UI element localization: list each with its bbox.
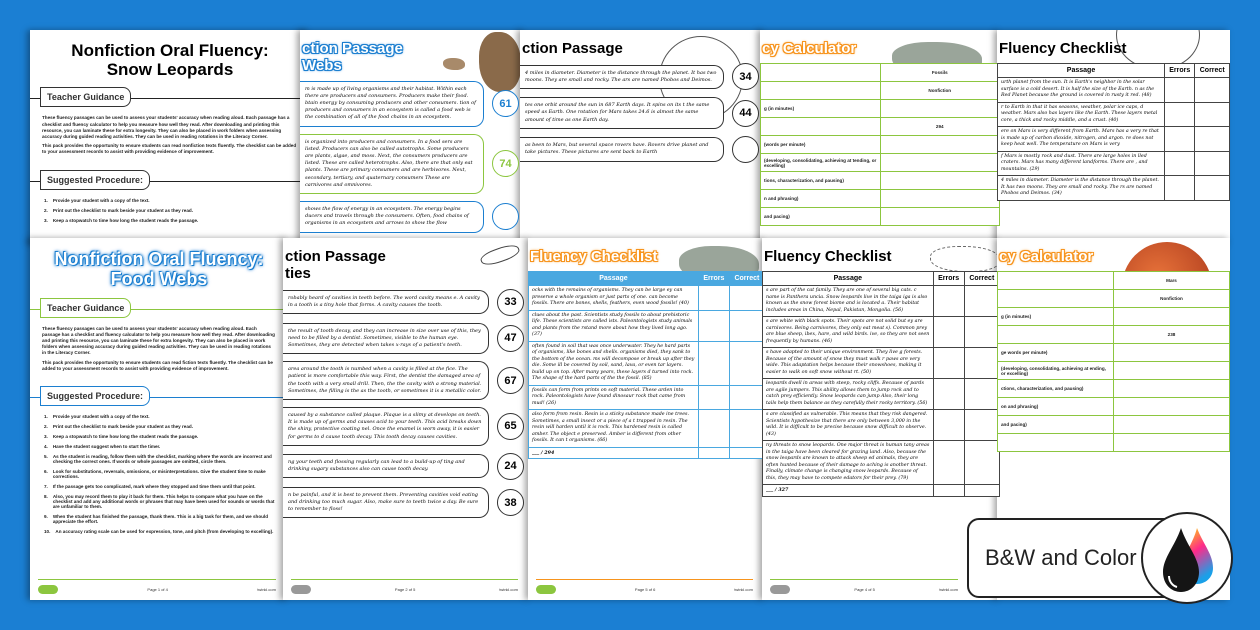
correct-cell (1195, 151, 1230, 176)
worksheet-page-checklist (997, 30, 1230, 245)
passage-section (300, 134, 519, 194)
title-line: ction Passage (302, 40, 403, 57)
table-row (761, 190, 1000, 208)
step-text: Keep a stopwatch to time how long the student reads the passage. (52, 217, 199, 223)
procedure-step (44, 514, 276, 524)
table-header-row (998, 64, 1230, 78)
correct-cell (1195, 176, 1230, 201)
row-label: g (in minutes) (761, 100, 881, 118)
step-number: 1. (44, 414, 48, 420)
step-text: If the passage gets too complicated, mark where they stopped and time them until that point. (52, 484, 256, 490)
page-number: Page 2 of 5 (394, 587, 416, 592)
table-row (761, 118, 1000, 136)
word-count-circle: 67 (497, 367, 524, 394)
passage-cell: s are part of the cat family. They are one of several big cats. c name is Panthera uncia. Snow leopards live in the taiga iga is also known as the snow forest biome and is located a. Their habitat includes areas in China, Nepal, Pakistan, Mongolia. (56) (763, 286, 934, 317)
total-cell: ___ / 294 (529, 447, 699, 459)
section-label: Suggested Procedure: (40, 386, 150, 406)
passage-section (283, 323, 524, 355)
correct-cell (964, 317, 999, 348)
step-number: 7. (44, 484, 48, 490)
table-row (763, 317, 1000, 348)
page-title (285, 248, 530, 283)
table-row (998, 326, 1230, 344)
row-label (998, 434, 1114, 452)
passage-cell: clues about the past. Scientists study fossils to about prehistoric life. These scientists are called ists. Paleontologists study animals and plants from the rstand more about how they lived long ago. (37) (529, 310, 699, 341)
correct-cell (1195, 78, 1230, 103)
calculator-table (760, 63, 1000, 226)
table-row (529, 385, 765, 410)
errors-cell (698, 310, 729, 341)
row-value: Mars (1114, 272, 1230, 290)
errors-cell (933, 485, 964, 497)
errors-cell (1165, 78, 1195, 103)
table-header-row (529, 272, 765, 286)
table-row (529, 341, 765, 385)
badge-label: B&W and Color (985, 545, 1137, 570)
row-label (761, 118, 881, 136)
page-number: Page 4 of 5 (854, 587, 875, 592)
title-line: ction Passage (285, 248, 386, 265)
step-text: Also, you may record them to play it back for them. This helps to compare what you have on the checklist and add any additional words or phrases that may have been used for sounds or words that are unfamiliar to them. (52, 494, 275, 510)
row-value (1114, 398, 1230, 416)
procedure-step (44, 484, 276, 489)
row-label (998, 326, 1114, 344)
passage-section (300, 201, 519, 233)
guidance-paragraph: These fluency passages can be used to assess your students' accuracy when reading aloud. Each passage has a checklist and fluency calculator to help you measure how well they read. After downloading and printing this resource, you can laminate these for extra longevity. They can also be placed in work folders when assessing accuracy during guided reading activities. They can be used in reading rotations in the Literacy Corner. (42, 115, 290, 139)
page-title (30, 42, 310, 79)
correct-cell (729, 310, 764, 341)
title-line: Nonfiction Oral Fluency: (54, 249, 264, 269)
table-row (998, 362, 1230, 380)
ink-drops-icon (1141, 512, 1233, 604)
table-row (763, 348, 1000, 379)
teacher-guidance-header (30, 298, 288, 320)
row-value (880, 190, 1000, 208)
table-row (998, 78, 1230, 103)
procedure-step (44, 454, 276, 464)
procedure-steps (30, 198, 310, 223)
page-title (302, 40, 525, 75)
passage-cell: r to Earth in that it has seasons, weather, polar ice caps, d weather. Mars also has layers like the Earth. These layers metal core, a thick and rocky middle, and a crust. (40) (998, 102, 1165, 127)
table-row (998, 272, 1230, 290)
table-row (998, 398, 1230, 416)
table-row (763, 286, 1000, 317)
title-line: Fluency Checklist (530, 248, 658, 265)
word-count-circle: 65 (497, 413, 524, 440)
table-header-row (763, 272, 1000, 286)
row-label: ctions, characterization, and pausing) (998, 380, 1114, 398)
passage-cell: urth planet from the sun. It is Earth's neighbor in the solar surface is a cold desert. It is half the size of the Earth. n as the Red Planet because the ground is covered in rusty it red. (48) (998, 78, 1165, 103)
step-number: 6. (44, 469, 48, 475)
correct-cell (964, 379, 999, 410)
errors-cell (933, 441, 964, 485)
column-header: Correct (1195, 64, 1230, 78)
row-label (761, 64, 881, 82)
table-row (761, 100, 1000, 118)
step-number: 3. (44, 434, 48, 440)
procedure-header (30, 170, 310, 192)
word-count-circle: 24 (497, 453, 524, 480)
procedure-step (44, 208, 298, 213)
calculator-table (997, 271, 1230, 452)
table-row (761, 82, 1000, 100)
procedure-steps (30, 414, 288, 534)
row-value (880, 154, 1000, 172)
column-header: Passage (529, 272, 699, 286)
section-label: Teacher Guidance (40, 87, 131, 107)
column-header: Errors (933, 272, 964, 286)
passage-cell: often found in soil that was once underwater. They he hard parts of organisms, like bones and shells. organisms died, they sank to the bottom of the ocean. ms will decompose or break up after they die. Some ill be covered by soil, sand, lava, or even tar layers. build up on top. After many years, these layers d turned into rock. The shape of the hard parts of the the fossil. (85) (529, 341, 699, 385)
correct-cell (1195, 127, 1230, 152)
page-number: Page 1 of 4 (147, 587, 168, 592)
step-number: 5. (44, 454, 48, 460)
errors-cell (933, 286, 964, 317)
passage-text: robably heard of cavities in teeth before. The word cavity means e. A cavity in a tooth is a tiny hole that forms. A cavity causes the tooth. (283, 290, 489, 314)
row-label: n and phrasing) (761, 190, 881, 208)
row-value (1114, 308, 1230, 326)
total-cell: ___ / 327 (763, 485, 934, 497)
passage-text: 4 miles in diameter. Diameter is the distance through the planet. It has two moons. They are small and rocky. The ars are named Phobos and Deimos. (520, 65, 724, 89)
word-count-circle: 33 (497, 289, 524, 316)
passage-text: m is made up of living organisms and their habitat. Within each there are producers and consumers. Producers make their food. btain energy by consuming producers and other consumers. tion of producers and consumers in an ecosystem is called a food web is the combination of all of the food chains in an ecosystem. (300, 81, 484, 127)
correct-cell (964, 485, 999, 497)
row-value: Nonfiction (880, 82, 1000, 100)
step-text: As the student is reading, follow them with the checklist, marking where the words are incorrect and checking the correct ones. If words or whole passages are omitted, circle them. (52, 454, 272, 465)
passage-cell: leopards dwell in areas with steep, rocky cliffs. Because of pards are agile jumpers. This ability allows them to jump rock and to catch prey efficiently. Snow leopards can jump Also, their long tails help them balance as they carefully their rocky territory. (56) (763, 379, 934, 410)
table-row (998, 308, 1230, 326)
row-label (998, 290, 1114, 308)
correct-cell (964, 348, 999, 379)
page-title (30, 250, 288, 290)
procedure-step (44, 198, 298, 203)
page-title (530, 248, 765, 265)
page-footer (536, 579, 753, 594)
worksheet-page-checklist (528, 238, 765, 600)
page-title (999, 40, 1230, 57)
step-text: Print out the checklist to mark beside your student as they read. (52, 424, 193, 430)
table-row (998, 102, 1230, 127)
row-label: g (in minutes) (998, 308, 1114, 326)
step-text: Provide your student with a copy of the text. (52, 197, 150, 203)
passage-section (283, 487, 524, 519)
correct-cell (964, 286, 999, 317)
passage-text: is organized into producers and consumers. In a food sers are listed. Producers can also be called autotrophs. Some producers are plants, algae, and moss. Next, the consumers producers are listed. These are called heterotrophs. Also, there are that only eat plants. These are primary consumers and are herbivores. Next, secondary, tertiary, and quaternary consumers These are carnivores and omnivores. (300, 134, 484, 194)
twinkl-logo-icon (536, 585, 556, 594)
errors-cell (1165, 102, 1195, 127)
twinkl-logo-icon (291, 585, 311, 594)
title-line: Fluency Checklist (999, 40, 1127, 57)
step-number: 3. (44, 217, 48, 223)
page-number: Page 5 of 6 (634, 587, 656, 592)
procedure-step (44, 444, 276, 449)
teacher-guidance-header (30, 87, 310, 109)
title-line: Nonfiction Oral Fluency: (71, 41, 269, 60)
table-row (998, 151, 1230, 176)
passage-section (283, 361, 524, 400)
errors-cell (1165, 151, 1195, 176)
column-header: Correct (964, 272, 999, 286)
procedure-step (44, 529, 276, 534)
total-row (529, 447, 765, 459)
passage-text: the result of tooth decay, and they can increase in size over use of this, they need to be filled by a dentist. Sometimes, visible to the human eye. Sometimes, they are detected when takes x-rays of a patient's teeth. (283, 323, 489, 355)
word-count-circle: 47 (497, 325, 524, 352)
passage-cell: ere on Mars is very different from Earth. Mars has a very re that is made up of carbon dioxide, nitrogen, and argon. re does not keep heat well. The temperature on Mars is very (998, 127, 1165, 152)
word-count-circle: 74 (492, 150, 519, 177)
page-title (762, 40, 1000, 57)
passage-cell: ocks with the remains of organisms. They can be large ey can preserve a whole organism or just parts of one. can become fossils. There are bones, shells, feathers, even wood fossils! (40) (529, 286, 699, 311)
errors-cell (933, 379, 964, 410)
table-row (998, 176, 1230, 201)
passage-section (283, 289, 524, 316)
procedure-header (30, 386, 288, 408)
errors-cell (933, 317, 964, 348)
errors-cell (933, 348, 964, 379)
word-count-circle: 61 (492, 90, 519, 117)
errors-cell (698, 385, 729, 410)
passage-cell: fossils can form from prints on soft material. These arden into rock. Paleontologists have found dinosaur rock that came from mud! (26) (529, 385, 699, 410)
worksheet-page-cover (30, 238, 288, 600)
column-header: Passage (763, 272, 934, 286)
step-text: An accuracy rating scale can be used for expression, tone, and pitch (from developing to excelling). (55, 529, 274, 535)
checklist-table (528, 271, 765, 459)
errors-cell (933, 410, 964, 441)
word-count-circle: 38 (497, 489, 524, 516)
row-value (880, 100, 1000, 118)
word-count-circle: 34 (732, 63, 759, 90)
worksheet-page-calculator (760, 30, 1000, 245)
correct-cell (729, 410, 764, 448)
passage-section (520, 97, 759, 129)
title-line: ction Passage (522, 40, 623, 57)
worksheet-page-cover (30, 30, 310, 245)
table-row (763, 410, 1000, 441)
worksheet-page-checklist (762, 238, 1000, 600)
correct-cell (729, 385, 764, 410)
word-count-circle (492, 203, 519, 230)
row-value (880, 172, 1000, 190)
page-title (522, 40, 765, 57)
row-value (1114, 416, 1230, 434)
step-number: 1. (44, 197, 48, 203)
ink-drops-graphic (1143, 514, 1231, 602)
row-value (1114, 434, 1230, 452)
worksheet-page-passage (300, 30, 525, 245)
checklist-table (997, 63, 1230, 201)
title-line: cy Calculator (999, 248, 1094, 265)
procedure-step (44, 414, 276, 419)
total-row (763, 485, 1000, 497)
row-label: and pacing) (998, 416, 1114, 434)
correct-cell (729, 447, 764, 459)
row-value: Fossils (880, 64, 1000, 82)
site-url: twinkl.com (257, 587, 276, 592)
row-value (1114, 344, 1230, 362)
row-label (761, 82, 881, 100)
title-line: cy Calculator (762, 40, 857, 57)
page-title (764, 248, 1000, 265)
passage-section (520, 63, 759, 90)
step-number: 2. (44, 424, 48, 430)
passage-section (283, 407, 524, 446)
procedure-step (44, 469, 276, 479)
title-line: Food Webs (110, 268, 208, 289)
guidance-paragraph: These fluency passages can be used to assess your students' accuracy when reading aloud. Each passage has a checklist and fluency calculator to help you measure how well they read. After downloading and printing this resource, you can laminate these for extra longevity. They can also be placed in work folders when assessing accuracy during guided reading activities. They can be used in reading rotations in the Literacy Corner. (42, 325, 275, 356)
passage-text: n be painful, and it is best to prevent them. Preventing cavities void eating and drinking too much sugar. Also, make sure to teeth twice a day. Be sure to remember to floss! (283, 487, 489, 519)
passage-cell: s are white with black spots. Their spots are not solid but ey are carnivores. Being carnivores, they only eat meat s). Common prey are blue sheep, ibex, hare, and wild birds. ive, so they are not seen frequently by humans. (46) (763, 317, 934, 348)
section-label: Teacher Guidance (40, 298, 131, 318)
table-row (998, 344, 1230, 362)
section-label: Suggested Procedure: (40, 170, 150, 190)
errors-cell (1165, 127, 1195, 152)
twinkl-logo-icon (38, 585, 58, 594)
guidance-paragraph: This pack provides the opportunity to ensure students can read nonfiction texts fluently. The checklist can be added to your assessment records to assist with providing evidence of improvement. (42, 143, 297, 155)
title-line: Fluency Checklist (764, 248, 892, 265)
table-row (761, 64, 1000, 82)
site-url: twinkl.com (939, 587, 958, 592)
step-text: Look for substitutions, reversals, omissions, or misinterpretations. Give the student time to make corrections. (52, 469, 266, 480)
table-row (763, 441, 1000, 485)
column-header: Errors (698, 272, 729, 286)
procedure-step (44, 434, 276, 439)
title-line: ties (285, 265, 311, 283)
correct-cell (729, 286, 764, 311)
passage-cell: s are classified as vulnerable. This means that they risk dangered. Scientists hypothesize that there are only between 3,000 in the wild. It is difficult to be precise because snow difficult to observe. (43) (763, 410, 934, 441)
table-row (761, 208, 1000, 226)
step-number: 4. (44, 444, 48, 450)
title-line: Snow Leopards (106, 59, 234, 79)
table-row (529, 410, 765, 448)
row-label: tions, characterization, and pausing) (761, 172, 881, 190)
row-label: ge words per minute) (998, 344, 1114, 362)
passage-cell: f Mars is mostly rock and dust. There are large holes in lled craters. Mars has many different landforms. There are , and mountains. (29) (998, 151, 1165, 176)
row-value (880, 208, 1000, 226)
passage-text: as been to Mars, but several space rovers have. Rovers drive planet and take pictures. These pictures are sent back to Earth (520, 137, 724, 161)
correct-cell (729, 341, 764, 385)
step-number: 8. (44, 494, 48, 500)
row-label: (words per minute) (761, 136, 881, 154)
worksheet-page-passage (283, 238, 530, 600)
table-row (529, 310, 765, 341)
row-value: 294 (880, 118, 1000, 136)
column-header: Correct (729, 272, 764, 286)
table-row (998, 290, 1230, 308)
page-footer (291, 579, 518, 594)
procedure-step (44, 218, 298, 223)
step-number: 10. (44, 529, 51, 535)
table-row (998, 434, 1230, 452)
table-row (998, 380, 1230, 398)
table-row (529, 286, 765, 311)
checklist-table (762, 271, 1000, 497)
table-row (763, 379, 1000, 410)
worksheet-page-passage (520, 30, 765, 245)
errors-cell (698, 286, 729, 311)
procedure-step (44, 424, 276, 429)
table-row (761, 136, 1000, 154)
row-value (1114, 380, 1230, 398)
passage-text: area around the tooth is numbed when a cavity is filled at the fice. The patient is more comfortable this way. First, the dentist the damaged area of the tooth with a very small drill. Then, the the cavity with a strong material. Sometimes, the filling is the as the tooth, or sometimes it is a metallic color. (283, 361, 489, 400)
table-row (998, 416, 1230, 434)
correct-cell (964, 441, 999, 485)
errors-cell (698, 447, 729, 459)
row-value: Nonfiction (1114, 290, 1230, 308)
errors-cell (698, 341, 729, 385)
page-title (999, 248, 1230, 265)
page-footer (38, 579, 276, 594)
step-text: Provide your student with a copy of the text. (52, 414, 150, 420)
correct-cell (1195, 102, 1230, 127)
word-count-circle (732, 136, 759, 163)
step-number: 9. (44, 514, 48, 520)
table-row (761, 154, 1000, 172)
table-row (761, 172, 1000, 190)
passage-text: caused by a substance called plaque. Plaque is a slimy at develops on teeth. It is made up of germs and causes acid to your teeth. This acid breaks down the shiny, protective coating nel. Once the enamel is worn away, it is easier for germs to d cause tooth decay. This tooth decay causes cavities. (283, 407, 489, 446)
word-count-circle: 44 (732, 100, 759, 127)
passage-text: ng your teeth and flossing regularly can lead to a build-up of ting and drinking sugary substances also can cause tooth decay. (283, 454, 489, 478)
row-label: on and phrasing) (998, 398, 1114, 416)
passage-section (520, 136, 759, 163)
row-label: (developing, consolidating, achieving at ending, or excelling) (998, 362, 1114, 380)
site-url: twinkl.com (734, 587, 753, 592)
row-value (880, 136, 1000, 154)
passage-cell: ny threats to snow leopards. One major threat is human tany areas in the taiga have been cleared for grazing land. Also, because the snow leopards are known to attack sheep ed animals, they are often hunted because of their damage to aching is another threat. Finally, climate change is changing snow leopards. Because of this, they may have to compete edators for their prey. (79) (763, 441, 934, 485)
step-text: When the student has finished the passage, thank them. This is a big task for them, and we should appreciate the effort. (52, 514, 269, 525)
passage-cell: 4 miles in diameter. Diameter is the distance through the planet. It has two moons. They are small and rocky. The rs are named Phobos and Deimos. (34) (998, 176, 1165, 201)
column-header: Passage (998, 64, 1165, 78)
table-row (998, 127, 1230, 152)
passage-section (283, 453, 524, 480)
step-number: 2. (44, 207, 48, 213)
row-value: 238 (1114, 326, 1230, 344)
passage-section (300, 81, 519, 127)
passage-cell: s have adapted to their unique environment. They live g forests. Because of the amount of snow they must walk r paws are very wide. This adaptation helps because their snowshoes, making it easier to walk on soft snow without rt. (50) (763, 348, 934, 379)
errors-cell (698, 410, 729, 448)
errors-cell (1165, 176, 1195, 201)
row-value (1114, 362, 1230, 380)
row-label (998, 272, 1114, 290)
correct-cell (964, 410, 999, 441)
title-line: Webs (302, 57, 342, 75)
passage-cell: also form from resin. Resin is a sticky substance made ine trees. Sometimes, a small insect or a piece of a t trapped in resin. The resin will harden until it is rock. This hardened resin is called amber. The object e preserved. Amber is different from other fossils. It can t organisms. (66) (529, 410, 699, 448)
procedure-step (44, 494, 276, 509)
step-text: Keep a stopwatch to time how long the student reads the passage. (52, 434, 199, 440)
row-label: (developing, consolidating, achieving at tending, or excelling) (761, 154, 881, 172)
column-header: Errors (1165, 64, 1195, 78)
passage-text: tes one orbit around the sun in 687 Earth days. It spins on its t the same speed as Earth. One rotation for Mars takes 24.6 is almost the same amount of time as one Earth day. (520, 97, 724, 129)
page-footer (770, 579, 958, 594)
step-text: Print out the checklist to mark beside your student as they read. (52, 207, 193, 213)
guidance-paragraph: This pack provides the opportunity to ensure students can read fiction texts fluently. The checklist can be added to your assessment records to assist with providing evidence of improvement. (42, 359, 273, 371)
passage-text: shows the flow of energy in an ecosystem. The energy begins ducers and travels through the consumers. Often, food chains of organisms in an ecosystem and arrows to show the flow (300, 201, 484, 233)
step-text: Have the student suggest when to start the timer. (52, 444, 161, 450)
twinkl-logo-icon (770, 585, 790, 594)
row-label: and pacing) (761, 208, 881, 226)
site-url: twinkl.com (499, 587, 518, 592)
